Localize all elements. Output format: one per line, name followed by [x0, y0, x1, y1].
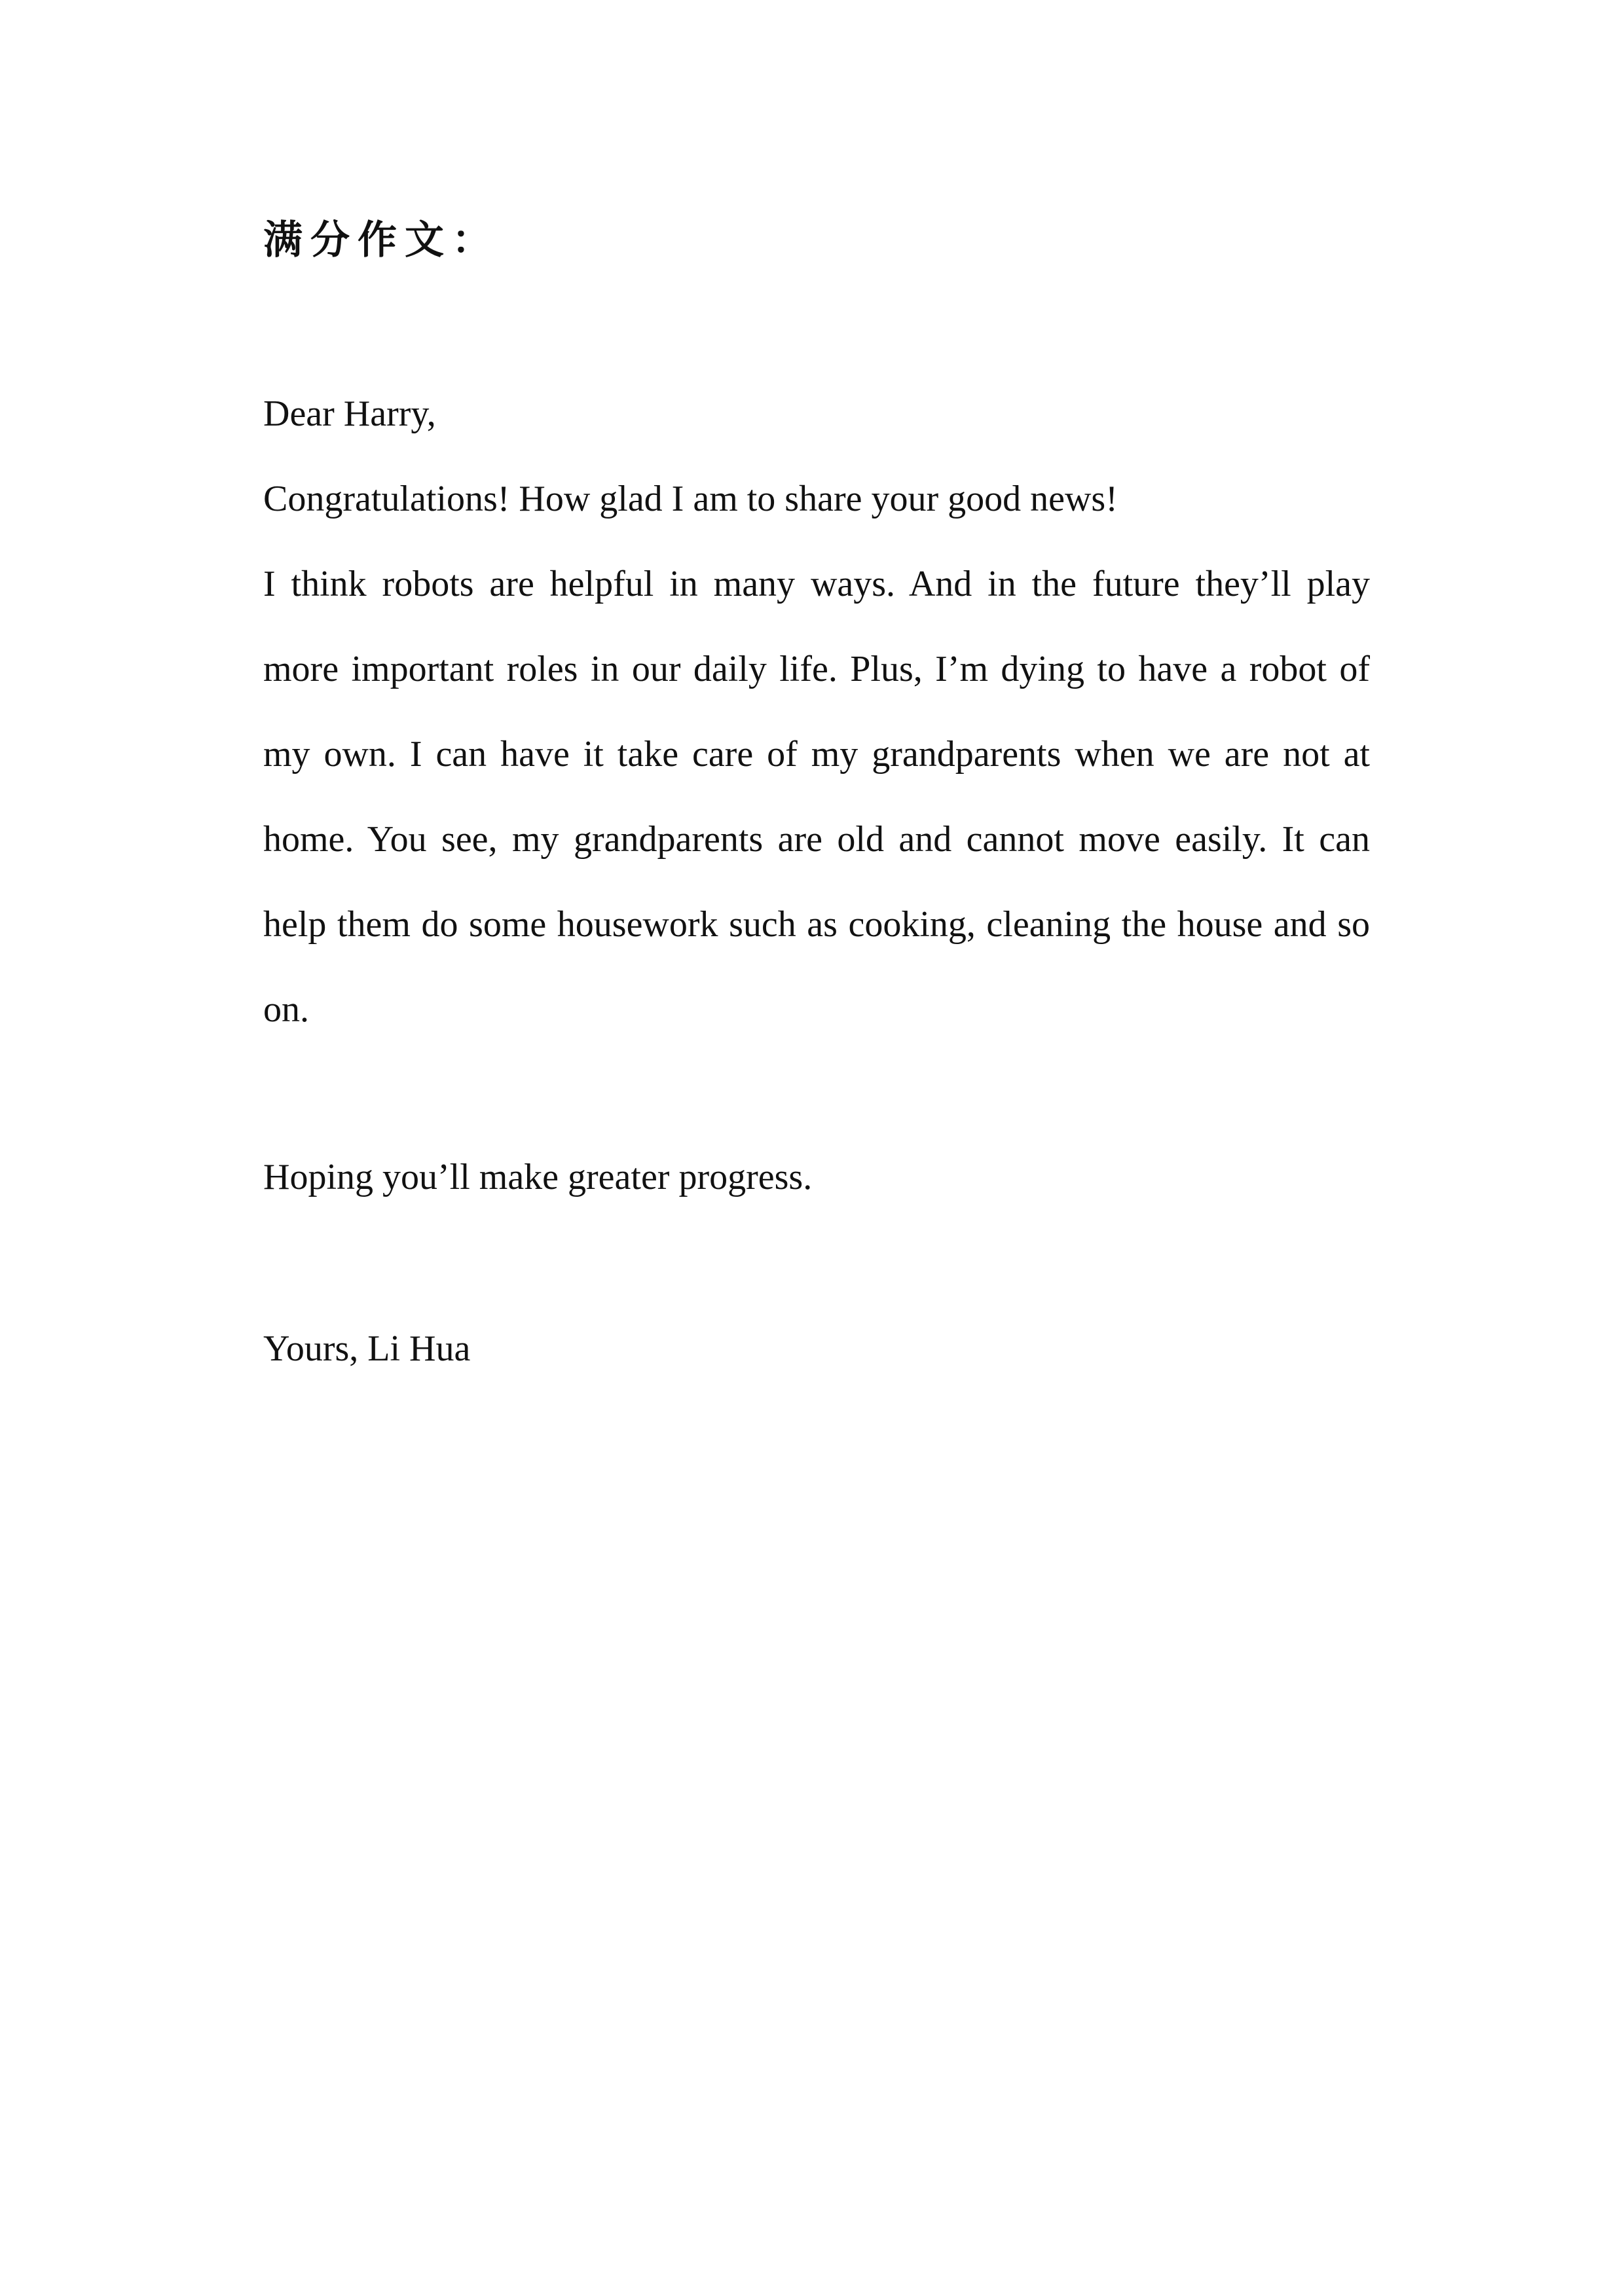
letter-closing-line: Hoping you’ll make greater progress. [263, 1157, 813, 1197]
letter-salutation: Dear Harry, [263, 393, 436, 434]
letter-opening-line: Congratulations! How glad I am to share your good news! [263, 479, 1118, 519]
letter-signoff: Yours, Li Hua [263, 1328, 471, 1369]
letter-body-paragraph: I think robots are helpful in many ways. And in the future they’ll play more important roles in our daily life. Plus, I’m dying to have a robot of my own. I can have it take care of my grandparents when we are not at home. You see, my grandparents are old and cannot move easily. It can help them do some housework such as cooking, cleaning the house and so on. [263, 564, 1370, 1030]
essay-heading: 满分作文： [263, 217, 499, 263]
